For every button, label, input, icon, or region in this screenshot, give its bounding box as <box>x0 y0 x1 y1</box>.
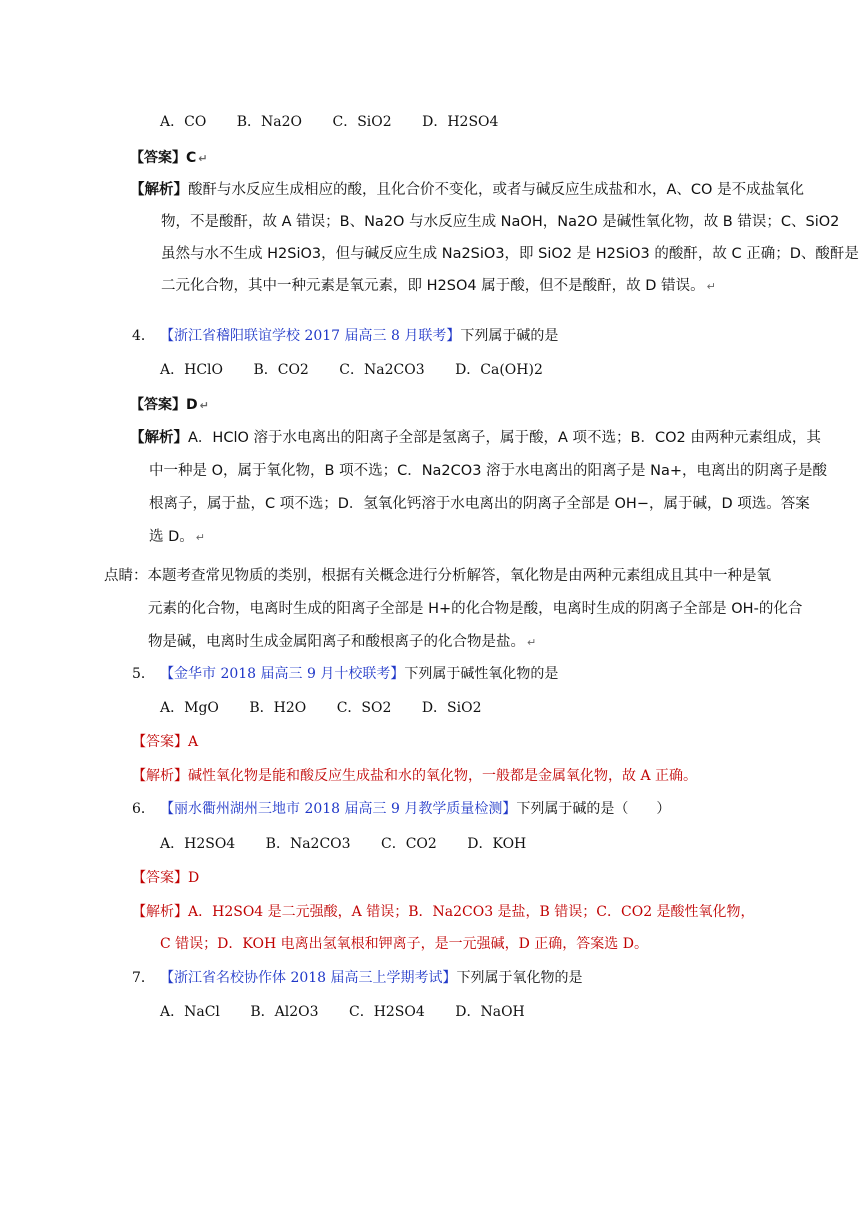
q3-analysis-line-1: 酸酐与水反应生成相应的酸，且化合价不变化，或者与碱反应生成盐和水，A、CO 是不成盐氧化 <box>188 182 805 198</box>
q7-option-b: B．Al2O3 <box>250 1004 319 1020</box>
q5-stem <box>132 664 558 684</box>
q7-option-d: D．NaOH <box>455 1004 525 1020</box>
q6-answer <box>132 868 199 888</box>
q3-answer-value: C <box>186 150 197 166</box>
q6-option-b: B．Na2CO3 <box>265 836 351 852</box>
q4-source: 【浙江省稽阳联谊学校 2017 届高三 8 月联考】 <box>160 328 461 344</box>
q5-answer-value: A <box>188 734 199 750</box>
q7-stem-text: 下列属于氧化物的是 <box>456 970 583 986</box>
q5-source: 【金华市 2018 届高三 9 月十校联考】 <box>160 666 405 682</box>
q7-number: 7． <box>132 970 155 986</box>
q6-analysis-line-1: A．H2SO4 是二元强酸，A 错误；B．Na2CO3 是盐，B 错误；C．CO2 是酸性氧化物， <box>188 904 755 920</box>
q5-answer-label: 【答案】 <box>132 734 188 750</box>
q6-option-c: C．CO2 <box>381 836 437 852</box>
q4-stem-text: 下列属于碱的是 <box>460 328 559 344</box>
q3-option-a: A．CO <box>160 114 207 130</box>
q7-stem <box>132 968 583 988</box>
q4-note-line-1: 本题考查常见物质的类别，根据有关概念进行分析解答，氧化物是由两种元素组成且其中一种是氧 <box>147 568 771 584</box>
q4-answer-value: D <box>186 397 198 413</box>
q3-options <box>160 112 498 132</box>
q5-number: 5． <box>132 666 155 682</box>
q6-option-d: D．KOH <box>467 836 527 852</box>
q6-option-a: A．H2SO4 <box>160 836 236 852</box>
q5-stem-text: 下列属于碱性氧化物的是 <box>404 666 559 682</box>
return-mark-icon: ↵ <box>198 152 208 165</box>
q3-option-b: B．Na2O <box>236 114 303 130</box>
q6-answer-value: D <box>188 870 200 886</box>
q6-stem <box>132 799 670 819</box>
q7-option-c: C．H2SO4 <box>348 1004 425 1020</box>
q6-analysis-line-2: C 错误；D．KOH 电离出氢氧根和钾离子，是一元强碱，D 正确，答案选 D。 <box>160 936 648 952</box>
q4-note-line-3: 物是碱，电离时生成金属阳离子和酸根离子的化合物是盐。 <box>148 634 525 650</box>
q4-analysis-label: 【解析】 <box>130 430 188 446</box>
q5-analysis-label: 【解析】 <box>132 768 188 784</box>
q4-stem <box>132 326 558 346</box>
q6-number: 6． <box>132 801 155 817</box>
q6-stem-text: 下列属于碱的是（ ） <box>516 801 671 817</box>
q4-answer <box>130 395 209 416</box>
q3-analysis-line-3: 虽然与水不生成 H2SiO3，但与碱反应生成 Na2SiO3，即 SiO2 是 H2SiO3 的酸酐，故 C 正确；D、酸酐是 <box>161 246 859 262</box>
q5-option-c: C．SO2 <box>336 700 392 716</box>
q4-option-a: A．HClO <box>160 362 223 378</box>
q5-option-a: A．MgO <box>160 700 219 716</box>
return-mark-icon: ↵ <box>706 280 716 293</box>
q4-analysis-line-4: 选 D。 <box>149 529 194 545</box>
q3-answer <box>130 148 208 169</box>
q6-analysis-label: 【解析】 <box>132 904 188 920</box>
q4-options <box>160 360 543 380</box>
q4-note-label: 点睛： <box>104 568 148 584</box>
q3-analysis-line-4: 二元化合物，其中一种元素是氧元素，即 H2SO4 属于酸，但不是酸酐，故 D 错误。 <box>161 278 705 294</box>
q4-analysis-line-3: 根离子，属于盐，C 项不选；D．氢氧化钙溶于水电离出的阴离子全部是 OH−，属于碱，D 项选。答案 <box>149 496 810 512</box>
q5-option-b: B．H2O <box>249 700 307 716</box>
q3-option-c: C．SiO2 <box>332 114 392 130</box>
q7-options <box>160 1002 525 1022</box>
q3-option-d: D．H2SO4 <box>422 114 499 130</box>
q4-option-b: B．CO2 <box>253 362 309 378</box>
q7-option-a: A．NaCl <box>160 1004 220 1020</box>
return-mark-icon: ↵ <box>199 399 209 412</box>
q5-analysis <box>132 766 697 786</box>
q5-options <box>160 698 482 718</box>
q7-source: 【浙江省名校协作体 2018 届高三上学期考试】 <box>160 970 457 986</box>
q3-analysis-label: 【解析】 <box>130 182 188 198</box>
q5-answer <box>132 732 198 752</box>
q4-option-d: D．Ca(OH)2 <box>455 362 543 378</box>
q4-analysis-line-2: 中一种是 O，属于氧化物，B 项不选；C．Na2CO3 溶于水电离出的阳离子是 Na+，电离出的阴离子是酸 <box>149 463 828 479</box>
q4-analysis-line-1: A．HClO 溶于水电离出的阳离子全部是氢离子，属于酸，A 项不选；B．CO2 由两种元素组成，其 <box>188 430 821 446</box>
q4-answer-label: 【答案】 <box>130 397 186 413</box>
q4-number: 4． <box>132 328 155 344</box>
q5-option-d: D．SiO2 <box>421 700 482 716</box>
q6-source: 【丽水衢州湖州三地市 2018 届高三 9 月教学质量检测】 <box>160 801 517 817</box>
return-mark-icon: ↵ <box>527 636 537 649</box>
q4-note-line-2: 元素的化合物，电离时生成的阳离子全部是 H+的化合物是酸，电离时生成的阴离子全部是 OH-的化合 <box>148 601 803 617</box>
q3-analysis-line-2: 物，不是酸酐，故 A 错误；B、Na2O 与水反应生成 NaOH，Na2O 是碱性氧化物，故 B 错误；C、SiO2 <box>161 214 840 230</box>
q5-analysis-line-1: 碱性氧化物是能和酸反应生成盐和水的氧化物，一般都是金属氧化物，故 A 正确。 <box>188 768 698 784</box>
q3-answer-label: 【答案】 <box>130 150 186 166</box>
q6-options <box>160 834 526 854</box>
return-mark-icon: ↵ <box>195 531 205 544</box>
q6-answer-label: 【答案】 <box>132 870 188 886</box>
q4-option-c: C．Na2CO3 <box>339 362 425 378</box>
